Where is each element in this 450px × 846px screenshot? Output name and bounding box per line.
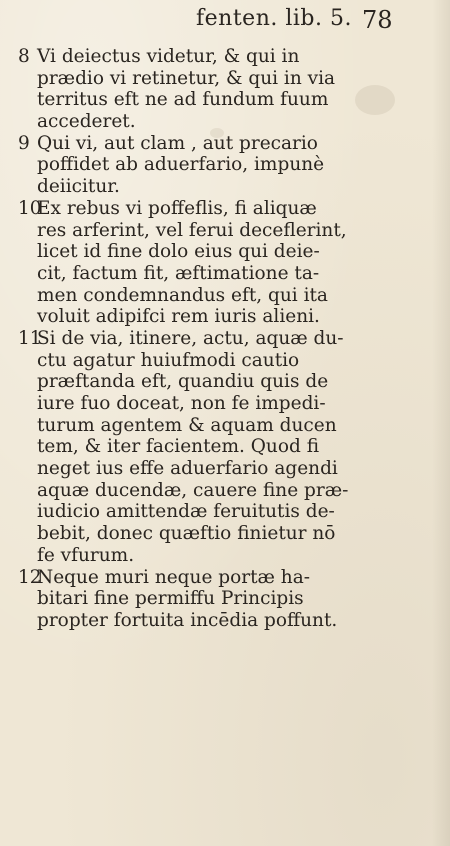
text-line: bitari fine permiffu Principis [37, 588, 304, 610]
paragraph-11 [18, 328, 348, 567]
text-line: deiicitur. [37, 176, 120, 198]
text-line: neget ius effe aduerfario agendi [37, 458, 338, 480]
text-line: men condemnandus eft, qui ita [37, 284, 328, 306]
text-line: aquæ ducendæ, cauere fine præ- [37, 479, 349, 501]
text-line: territus eft ne ad fundum fuum [37, 89, 329, 111]
paper-stain [355, 85, 395, 115]
text-line: prædio vi retinetur, & qui in via [37, 67, 336, 89]
text-line: Neque muri neque portæ ha- [37, 566, 310, 588]
running-head-title: fenten. lib. 5. [196, 6, 352, 31]
text-body [18, 46, 348, 632]
text-line: iudicio amittendæ feruitutis de- [37, 501, 335, 523]
page-number: 78 [362, 6, 393, 34]
text-line: turum agentem & aquam ducen [37, 414, 337, 436]
paragraph-number: 10 [18, 197, 42, 219]
text-line: præftanda eft, quandiu quis de [37, 371, 329, 393]
paragraph-12 [18, 567, 348, 632]
text-line: cit, factum fit, æftimatione ta- [37, 262, 320, 284]
text-line: accederet. [37, 111, 136, 133]
text-line: Si de via, itinere, actu, aquæ du- [37, 327, 344, 349]
running-head [0, 6, 450, 36]
text-line: fe vfurum. [37, 544, 135, 566]
paragraph-number: 8 [18, 46, 30, 67]
text-line: licet id fine dolo eius qui deie- [37, 241, 320, 263]
text-line: ctu agatur huiufmodi cautio [37, 349, 300, 371]
paragraph-number: 12 [18, 566, 42, 588]
paragraph-number: 11 [18, 327, 42, 349]
text-line: poffidet ab aduerfario, impunè [37, 154, 325, 176]
text-line: propter fortuita incēdia poffunt. [37, 609, 338, 631]
text-line: Qui vi, aut clam , aut precario [37, 132, 318, 154]
text-line: Ex rebus vi poffeflis, fi aliquæ [37, 197, 317, 219]
text-line: iure fuo doceat, non fe impedi- [37, 393, 326, 414]
paragraph-number: 9 [18, 132, 30, 154]
text-line: res arferint, vel ferui deceflerint, [37, 219, 347, 241]
paragraph-10 [18, 198, 348, 328]
page-edge-shadow [432, 0, 450, 846]
text-line: Vi deiectus videtur, & qui in [37, 46, 300, 67]
text-line: tem, & iter facientem. Quod fi [37, 436, 320, 458]
paragraph-9 [18, 133, 348, 198]
text-line: bebit, donec quæftio finietur nō [37, 523, 336, 545]
paragraph-8 [18, 46, 348, 133]
text-line: voluit adipifci rem iuris alieni. [37, 306, 320, 328]
